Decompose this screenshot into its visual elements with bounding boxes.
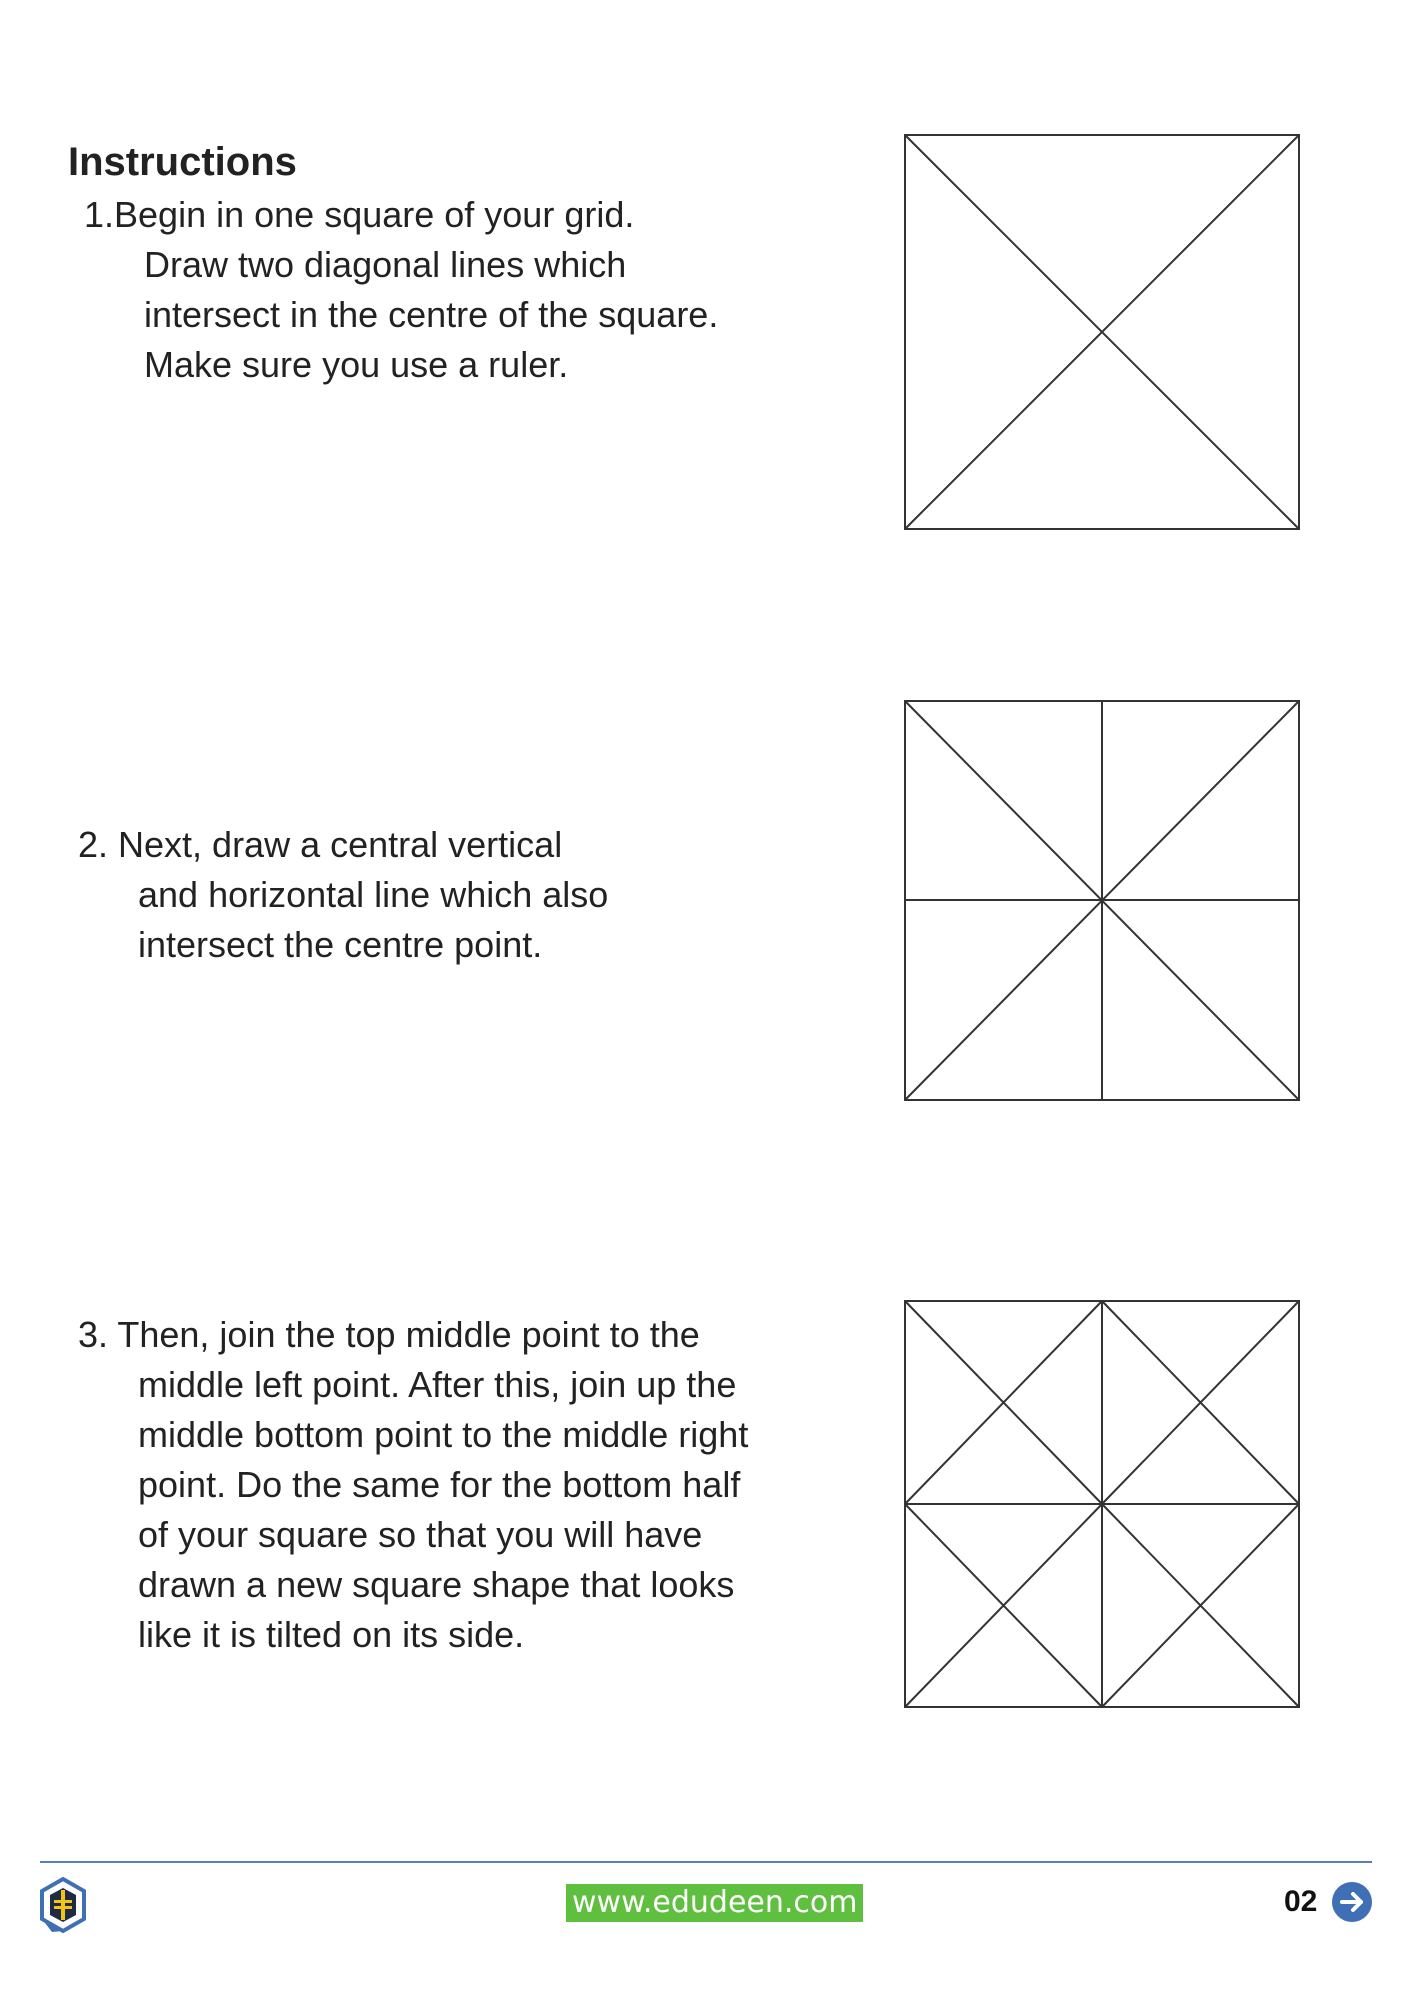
page-number: 02 [1284,1885,1318,1918]
step-1-line: Draw two diagonal lines which [144,244,627,285]
edudeen-hexagon-logo-icon[interactable] [38,1876,88,1934]
step-3-line: point. Do the same for the bottom half [138,1464,741,1505]
step-3-line: drawn a new square shape that looks [138,1564,735,1605]
step-2-line: intersect the centre point. [138,924,543,965]
page-heading: Instructions [68,140,297,184]
arrow-right-circle-icon[interactable] [1332,1882,1372,1922]
diagram-step-3-tilted-square [904,1300,1304,1710]
instruction-step-1 [84,190,718,390]
step-3-line: middle bottom point to the middle right [138,1414,749,1455]
diagram-step-1-diagonals [904,134,1304,534]
step-3-line: like it is tilted on its side. [138,1614,525,1655]
website-link[interactable]: www.edudeen.com [566,1884,863,1922]
step-3-first-line: 3. Then, join the top middle point to the [78,1314,700,1355]
step-1-first-line: 1.Begin in one square of your grid. [84,194,635,235]
step-2-first-line: 2. Next, draw a central vertical [78,824,563,865]
step-1-line: Make sure you use a ruler. [144,344,569,385]
step-2-line: and horizontal line which also [138,874,609,915]
step-3-line: of your square so that you will have [138,1514,703,1555]
step-3-line: middle left point. After this, join up the [138,1364,737,1405]
instruction-step-2 [78,820,608,970]
diagram-step-2-cross [904,700,1304,1104]
step-1-line: intersect in the centre of the square. [144,294,719,335]
footer-divider [40,1861,1372,1863]
arrow-right-icon [1332,1882,1372,1922]
instruction-step-3 [78,1310,748,1660]
